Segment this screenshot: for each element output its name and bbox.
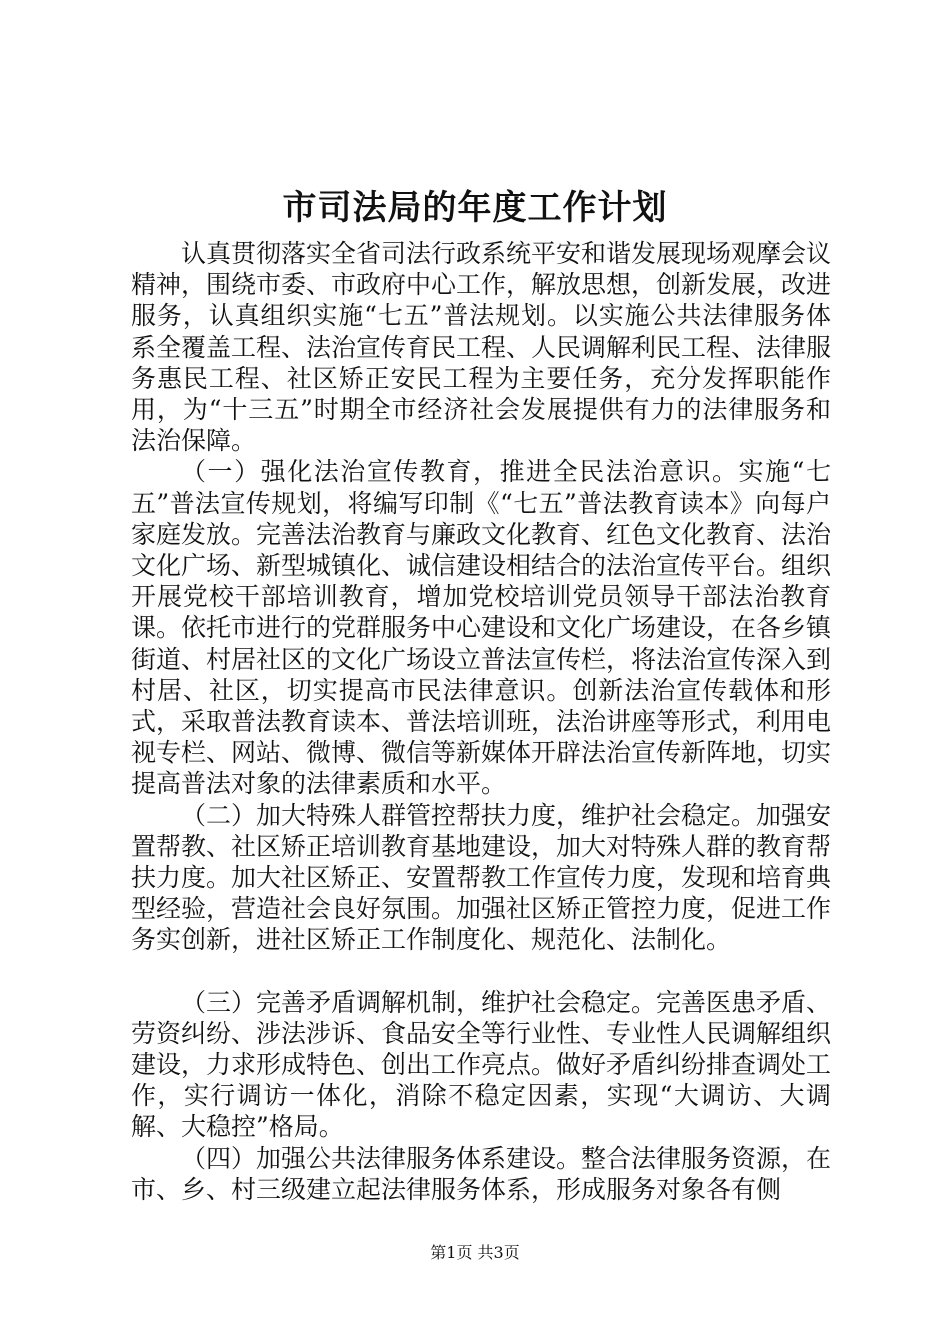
page-number-footer: 第1页 共3页	[430, 1243, 520, 1262]
section-two-paragraph: （二）加大特殊人群管控帮扶力度，维护社会稳定。加强安置帮教、社区矫正培训教育基地建设，加大对特殊人群的教育帮扶力度。加大社区矫正、安置帮教工作宣传力度，发现和培育典型经验，营造社会良好氛围。加强社区矫正管控力度，促进工作务实创新，进社区矫正工作制度化、规范化、法制化。	[131, 800, 832, 955]
section-one-paragraph: （一）强化法治宣传教育，推进全民法治意识。实施“七五”普法宣传规划，将编写印制《“七五”普法教育读本》向每户家庭发放。完善法治教育与廉政文化教育、红色文化教育、法治文化广场、新型城镇化、诚信建设相结合的法治宣传平台。组织开展党校干部培训教育，增加党校培训党员领导干部法治教育课。依托市进行的党群服务中心建设和文化广场建设，在各乡镇街道、村居社区的文化广场设立普法宣传栏，将法治宣传深入到村居、社区，切实提高市民法律意识。创新法治宣传载体和形式，采取普法教育读本、普法培训班，法治讲座等形式，利用电视专栏、网站、微博、微信等新媒体开辟法治宣传新阵地，切实提高普法对象的法律素质和水平。	[131, 457, 832, 799]
section-three-paragraph: （三）完善矛盾调解机制，维护社会稳定。完善医患矛盾、劳资纠纷、涉法涉诉、食品安全等行业性、专业性人民调解组织建设，力求形成特色、创出工作亮点。做好矛盾纠纷排查调处工作，实行调访一体化，消除不稳定因素，实现“大调访、大调解、大稳控”格局。	[131, 987, 832, 1142]
section-four-paragraph: （四）加强公共法律服务体系建设。整合法律服务资源，在市、乡、村三级建立起法律服务体系，形成服务对象各有侧	[131, 1143, 832, 1204]
intro-paragraph: 认真贯彻落实全省司法行政系统平安和谐发展现场观摩会议精神，围绕市委、市政府中心工作，解放思想，创新发展，改进服务，认真组织实施“七五”普法规划。以实施公共法律服务体系全覆盖工程、法治宣传育民工程、人民调解利民工程、法律服务惠民工程、社区矫正安民工程为主要任务，充分发挥职能作用，为“十三五”时期全市经济社会发展提供有力的法律服务和法治保障。	[131, 239, 832, 456]
document-body	[131, 238, 831, 1205]
document-title: 市司法局的年度工作计划	[282, 188, 668, 228]
